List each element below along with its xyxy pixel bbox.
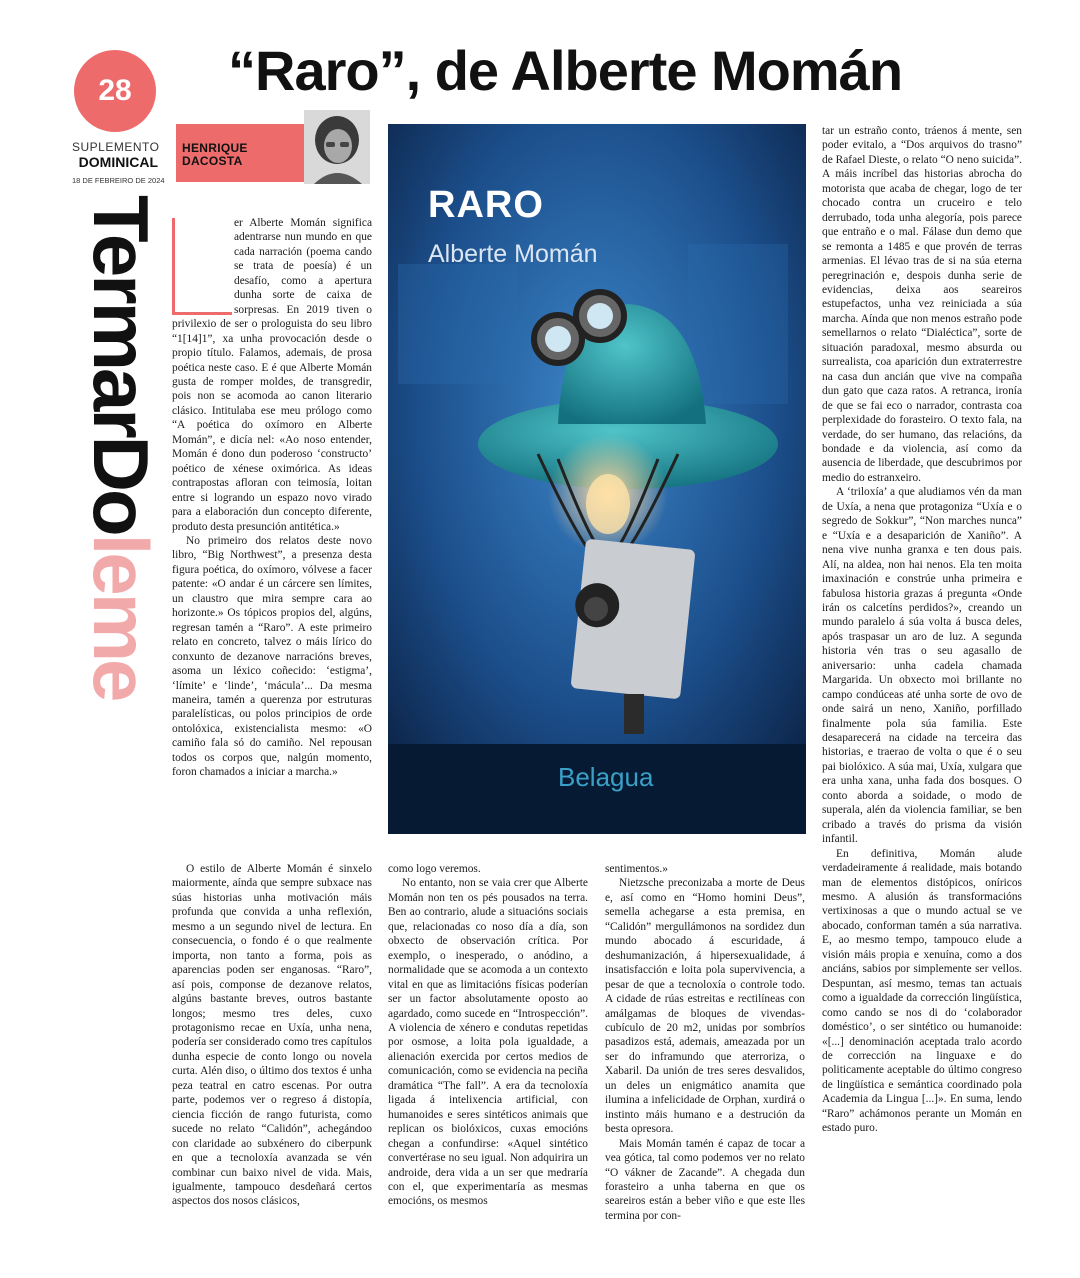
article-paragraph: tar un estraño conto, tráenos á mente, sen poder evitalo, a “Dos arquivos do trasno” de Rafael Dieste, o relato “O neno suicida”. A máis incríbel das historias abrocha do motorista que acaba de chegar, logo de ter chocado contra un cruceiro e telo derrubado, toda unha alegoría, pois parece que entraño e o mal. Fálase dun demo que se remonta a 1485 e que provén de terras armenias. El lévao tras de si na súa eterna peregrinación e, despois dunha serie de evidencias, deixa aos seareiros estupefactos, unha vez reiniciada a súa marcha. Aínda que non menos estraño pode semellarnos o relato “Dialéctica”, sorte de situación paradoxal, mesmo absurda ou surrealista, coa aparición dun extraterrestre na casa dun ancián que vive na compaña dun gato que caza ratos. A retranca, ironía de que se fai eco o narrador, contrasta coa perplexidade do forasteiro. O texto fala, na verdade, do ser humano, das relacións, da bondade e da violencia, así como da ausencia de liberdade, que descubrimos por medio do estranxeiro. (822, 125, 1022, 484)
article-column-4 (822, 124, 1022, 1136)
author-last-name: DACOSTA (182, 153, 243, 168)
author-byline (176, 124, 304, 182)
issue-date: 18 DE FEBREIRO DE 2024 (72, 176, 165, 185)
article-paragraph: como logo veremos. (388, 863, 481, 875)
section-name-light: leme (77, 533, 165, 700)
author-photo (304, 110, 370, 184)
article-paragraph: sentimentos.» (605, 863, 668, 875)
article-paragraph: Nietzsche preconizaba a morte de Deus e, así como en “Homo homini Deus”, semella achegarse a esta premisa, en “Calidón” mergullámonos na sordidez dun mundo abocado á escuridade, á deshumanización, á hipersexualidade, á insatisfacción e loita pola supervivencia, a pesar de que a tecnoloxía o controle todo. A cidade de rúas estreitas e rectilíneas con amálgamas de bloques de vivendas-cubículo de 20 m2, unidas por sombríos pasadizos está, ademais, ameazada por un ser do inframundo que aterroriza, o Xabaril. Da unión de tres seres desvalidos, un deles un enigmático anamita que ilumina a infelicidade de Orphan, xurdirá o instinto máis humano e a destrución da besta opresora. (605, 877, 805, 1136)
article-paragraph: O estilo de Alberte Momán é sinxelo maiormente, aínda que sempre subxace nas súas historias unha motivación máis profunda que convida a unha reflexión, mesmo a un segundo nivel de lectura. En consecuencia, o fondo é o que realmente importa, non tanto a forma, pois as aparencias poden ser enganosas. “Raro”, así pois, componse de dezanove relatos, algúns bastante breves, outros bastante longos; mesmo tres deles, cuxo protagonismo recae en Uxía, unha nena, podería ser considerado como tres capítulos dunha especie de conto longo ou novela curta. Alén diso, o último dos textos é unha peza teatral en catro escenas. Por outra parte, podemos ver o regreso á distopía, ciencia ficción de rango futurista, como sucede no relato “Calidón”, achegándoo con claridade ao subxénero do ciberpunk en que a tecnoloxía avanzada se vén combinar cun baixo nivel de vida. Mais, igualmente, tampouco desdeñará certos aspectos dos nosos clásicos, (172, 863, 372, 1208)
section-name-dark: TermarDo (77, 195, 165, 534)
supplement-line1: SUPLEMENTO (72, 140, 160, 154)
article-column-3 (605, 862, 805, 1223)
book-title: RARO (428, 184, 544, 226)
article-paragraph: No entanto, non se vaia crer que Alberte Momán non ten os pés pousados na terra. Ben ao contrario, alude a situacións sociais que, relacionadas co noso día a día, son obxecto de observación crítica. Por exemplo, o inesperado, o anódino, a normalidade que se acomoda a un contexto vital en que as limitacións físicas poderían ser un factor absolutamente oposto ao agardado, como sucede en “Introspección”. A violencia de xénero e condutas repetidas por osmose, a loita pola igualdade, a alienación exercida por certos medios de comunicación, como se evidencia na peciña dramática “The fall”. A era da tecnoloxía ligada á intelixencia artificial, con humanoides e seres sintéticos animais que replican os biolóxicos, cuxas emocións chegan a confundirse: «Aquel sintético convertérase no seu igual. Non adquirira un androide, dera vida a un ser que medraría con el, que experimentaría as mesmas emocións, os mesmos (388, 877, 588, 1208)
supplement-line2: DOMINICAL (78, 154, 158, 170)
author-portrait-image (304, 110, 370, 184)
article-column-1-bottom (172, 862, 372, 1209)
book-cover-illustration (388, 124, 806, 834)
dropcap-letter (178, 216, 181, 230)
dropcap-decoration (172, 216, 232, 312)
section-name (77, 195, 165, 700)
page-number: 28 (74, 50, 156, 132)
headline: “Raro”, de Alberte Momán (228, 39, 903, 102)
supplement-label (72, 140, 165, 185)
article-paragraph: Mais Momán tamén é capaz de tocar a vea gótica, tal como podemos ver no relato “O vákner de Zacande”. A chegada dun forasteiro a unha taberna en que os seareiros están a beber viño e que este lles termina por con- (605, 1137, 805, 1222)
author-first-name: HENRIQUE (182, 141, 248, 155)
article-paragraph: er Alberte Momán significa adentrarse nun mundo en que cada narración (poema cando se trata de poesía) é un desafío, como a apertura dunha sorte de caixa de sorpresas. En 2019 tiven o privilexio de ser o prologuista do seu libro “1[14]1”, xa unha provocación desde o propio título. Falamos, ademais, de prosa poética neste caso. E é que Alberte Momán gusta de romper moldes, de transgredir, pois non se acomoda ao canon literario clásico. Intitulaba ese meu prólogo como “A poética do oxímoro en Alberte Momán”, e dicía nel: «Ao noso entender, Momán é dono dun poderoso ‘constructo’ poético de xénese oximórica. As ideas contrapostas afloran con teimosía, loitan entre si logrando un espazo novo virado para a elaboración dun concepto diferente, produto desta presunción antitética.» (172, 217, 372, 533)
article-paragraph: En definitiva, Momán alude verdadeiramente á realidade, mais botando man de elementos distópicos, oníricos mesmo. A alusión ás transformacións vertixinosas a que o mundo actual se ve abocado, conforman tamén a súa narrativa. E, ao mesmo tempo, tampouco elude a visión máis propia e xenuína, como a dos anciáns, sabios por simplemente ser vellos. Despuntan, así mesmo, temas tan actuais como a igualdade da corrección lingüística, como cando se nos di do ‘colaborador doméstico’, o ser sintético ou humanoide: «[...] denominación aceptada tralo acordo de corrección na linguaxe e do politicamente aceptable do último congreso de lingüística e semántica coordinado pola Academia da Lingua [...]». En suma, lendo “Raro” achámonos perante un Momán en estado puro. (822, 847, 1022, 1135)
article-column-2 (388, 862, 588, 1209)
article-paragraph: A ‘triloxía’ a que aludiamos vén da man de Uxía, a nena que protagoniza “Uxía e o segredo de Sokkur”, “Non marches nunca” e “Uxía e a desaparición de Xaniño”. A nena vive nunha granxa e ten dous pais. Alí, na aldea, non hai nenos. Ela ten moita imaxinación e constrúe unha primeira e fabulosa historia grazas á pregunta «Onde irán os calcetíns perdidos?», creando un mundo paralelo á súa volta á busca deles, após traspasar un aro de luz. A segunda historia vén tras o seu agasallo de aniversario: unha cadela chamada Margarida. Un obxecto moi brillante no campo condúceas até unha sorte de ovo de onde sairá un neno, Xaniño, porfillado finalmente pola súa familia. Este desaparecerá na cidade na terceira das historias, e traerao de volta o que é o seu pai biolóxico. A súa mai, Uxía, xulgara que era unha xana, unha fada dos bosques. O conto aborda a soidade, o modo de superala, alén da violencia familiar, se ben cribado a través do prisma da visión infantil. (822, 486, 1022, 846)
book-author: Alberte Momán (428, 240, 598, 268)
article-column-1-top (172, 216, 372, 780)
article-paragraph: No primeiro dos relatos deste novo libro, “Big Northwest”, a presenza desta figura poética, do oxímoro, vólvese a facer patente: «O andar é un cárcere sen límites, un claustro que mira sempre cara ao horizonte.» Os tópicos propios del, algúns, regresan tamén a “Raro”. A este primeiro relato en concreto, talvez o máis lírico do conxunto de dezanove narracións breves, asoma un léxico coñecido: ‘estigma’, ‘límite’ e ‘linde’, ‘mácula’... Da mesma maneira, tamén a querenza por estruturas paralelísticas, ou polos principios de orde ontolóxica, existencialista mesmo: «O camiño fala só do camiño. Nel repousan todos os corpos que, nalgún momento, foron chamados a iniciar a marcha.» (172, 534, 372, 779)
book-cover (388, 124, 806, 834)
book-publisher: Belagua (558, 762, 654, 792)
